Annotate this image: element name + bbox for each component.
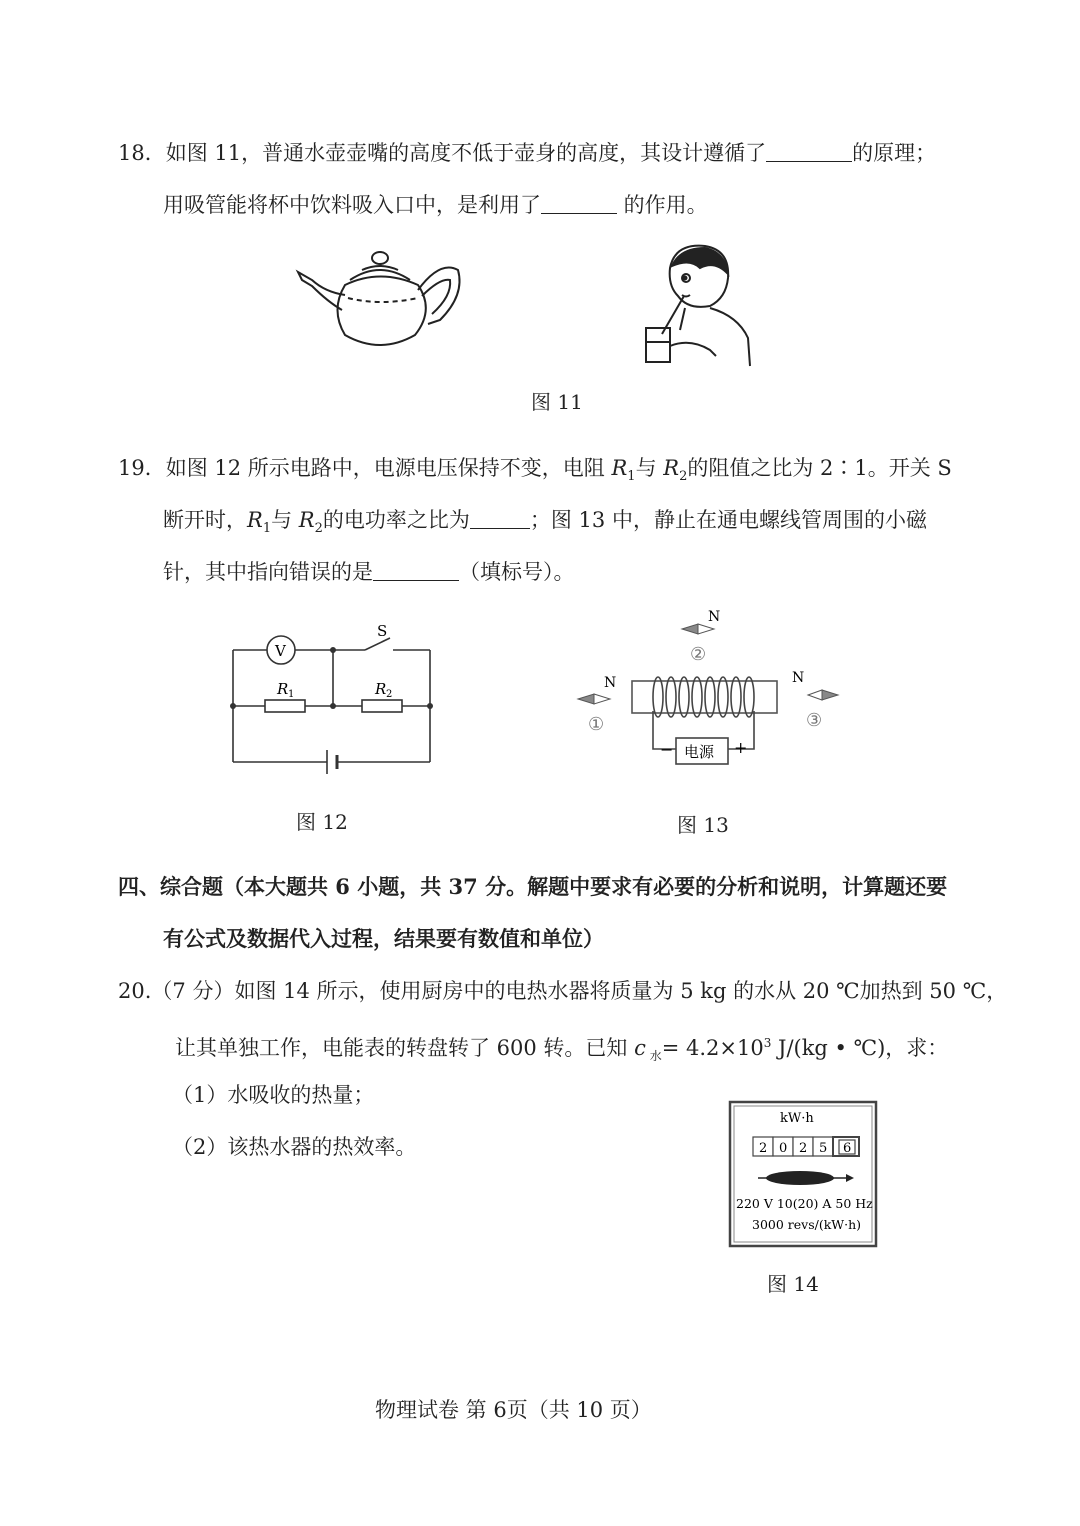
q19-blank-2[interactable] [373, 560, 459, 581]
q19-and: 与 [635, 456, 664, 480]
meter-digit-3: 2 [799, 1141, 808, 1156]
compass-needle-1 [578, 694, 610, 704]
q19-text-a: 如图 12 所示电路中，电源电压保持不变，电阻 [165, 456, 612, 480]
q18-line2 [163, 190, 708, 220]
needle-2-number: ② [690, 644, 707, 665]
power-supply-label: 电源 [684, 743, 715, 761]
exponent: 3 [763, 1036, 772, 1050]
r1-symbol-2: R [247, 508, 263, 532]
r2-subscript: 2 [679, 469, 688, 485]
r2-label: R [375, 680, 387, 698]
junction-dot [230, 703, 236, 709]
q18-text-d: 的作用。 [617, 193, 708, 217]
q18-number: 18． [118, 141, 166, 165]
junction-dot [330, 703, 336, 709]
q19-line3 [163, 557, 575, 587]
figure-14-energy-meter [728, 1100, 880, 1250]
meter-digit-2: 0 [779, 1141, 788, 1156]
junction-dot [330, 647, 336, 653]
figure-13-solenoid [572, 605, 847, 785]
q19-text-c: 断开时， [163, 508, 247, 532]
q20-sub1: （1）水吸收的热量； [172, 1083, 375, 1107]
voltmeter-label: V [275, 642, 286, 660]
switch-label: S [377, 622, 388, 640]
page-footer: 物理试卷 第 6页（共 10 页） [375, 1398, 652, 1422]
boy-drinking-illustration [630, 238, 760, 368]
r1-subscript: 1 [627, 469, 636, 485]
q19-text-b: 的阻值之比为 2∶1。开关 S [687, 456, 952, 480]
q20-text-c: = 4.2×10 [661, 1036, 764, 1060]
section-4-heading-line2: 有公式及数据代入过程，结果要有数值和单位） [163, 926, 604, 951]
figure-12-circuit [225, 620, 440, 785]
r2-symbol-2: R [298, 508, 315, 532]
meter-spec-revs: 3000 revs/(kW·h) [752, 1217, 862, 1232]
figure-12-caption: 图 12 [296, 810, 348, 834]
meter-spec-rating: 220 V 10(20) A 50 Hz [736, 1196, 873, 1211]
q18-text-a: 如图 11，普通水壶壶嘴的高度不低于壶身的高度，其设计遵循了 [165, 141, 767, 165]
figure-13-caption: 图 13 [677, 813, 729, 837]
q20-line2 [175, 1028, 948, 1071]
needle-3-number: ③ [806, 710, 823, 731]
needle-1-n-label: N [604, 675, 617, 691]
r1-label-sub: 1 [288, 689, 295, 700]
r2-label-sub: 2 [386, 689, 393, 700]
q18-blank-2[interactable] [541, 193, 617, 214]
specific-heat-subscript: 水 [645, 1049, 662, 1064]
figure-11-caption: 图 11 [531, 390, 583, 414]
meter-digit-5: 6 [843, 1141, 852, 1156]
q19-and-2: 与 [271, 508, 299, 532]
q19-text-d: 的电功率之比为 [322, 508, 470, 532]
needle-1-number: ① [588, 714, 605, 735]
q19-text-e: ；图 13 中，静止在通电螺线管周围的小磁 [529, 508, 927, 532]
q20-text-b: 让其单独工作，电能表的转盘转了 600 转。已知 [175, 1036, 635, 1060]
junction-dot [427, 703, 433, 709]
q18-text-b: 的原理； [852, 141, 937, 165]
needle-3-n-label: N [792, 670, 805, 686]
specific-heat-symbol: c [634, 1036, 646, 1060]
q19-blank-1[interactable] [470, 508, 530, 529]
q20-text-a: （7 分）如图 14 所示，使用厨房中的电热水器将质量为 5 kg 的水从 20 ℃加热到 50 ℃， [151, 979, 1008, 1003]
resistor-r1 [265, 700, 305, 712]
q19-text-g: （填标号）。 [459, 560, 575, 584]
r2-symbol: R [663, 456, 680, 480]
q18-line1 [118, 138, 936, 168]
q19-line2 [163, 505, 927, 544]
meter-unit: kW·h [780, 1111, 814, 1126]
q19-number: 19． [118, 456, 166, 480]
meter-digit-1: 2 [759, 1141, 768, 1156]
q20-line1 [118, 976, 1007, 1006]
resistor-r2 [362, 700, 402, 712]
r1-subscript-2: 1 [262, 521, 272, 537]
power-plus-sign: + [734, 738, 748, 757]
section-4-heading-line1: 四、综合题（本大题共 6 小题，共 37 分。解题中要求有必要的分析和说明，计算题还要 [118, 874, 948, 899]
r2-subscript-2: 2 [314, 521, 323, 537]
needle-2-n-label: N [708, 609, 721, 625]
compass-needle-3 [808, 690, 838, 700]
teapot-illustration [290, 240, 470, 360]
q20-number: 20. [118, 979, 152, 1003]
q18-blank-1[interactable] [766, 141, 852, 162]
meter-digit-4: 5 [819, 1141, 828, 1156]
q20-sub2: （2）该热水器的热效率。 [172, 1135, 417, 1159]
q19-line1 [118, 453, 952, 492]
power-minus-sign: − [660, 740, 674, 759]
figure-14-caption: 图 14 [767, 1272, 819, 1296]
r1-symbol: R [611, 456, 628, 480]
r1-label: R [277, 680, 289, 698]
compass-needle-2 [682, 624, 714, 634]
q20-text-d: J/(kg • ℃)，求： [771, 1036, 949, 1060]
q19-text-f: 针，其中指向错误的是 [163, 560, 373, 584]
q18-text-c: 用吸管能将杯中饮料吸入口中，是利用了 [163, 193, 541, 217]
